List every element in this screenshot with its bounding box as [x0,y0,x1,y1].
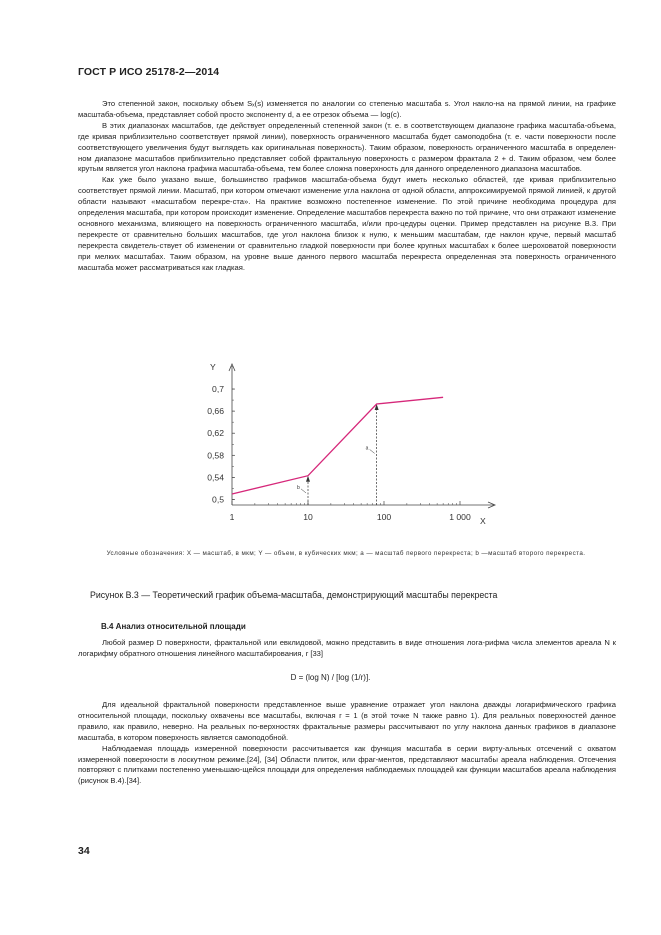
paragraph: Это степенной закон, поскольку объем Sₓ(s) изменяется по аналогии со степенью масштаба s. Угол накло-на на прямой линии, на графике масштаба-объема, представляет собой просто экспоненту d, а ее отрезок объема — log(c). [78,99,616,119]
paragraph: Наблюдаемая площадь измеренной поверхности рассчитывается как функция масштаба в серии вирту-альных отсечений с охватом измеренной поверхности в лоскутном режиме.[24], [34] Области плиток, или фраг-ментов, представляют масштабы ареала наблюдения. Отсечения повторяют с плитками постепенно уменьшаю-щейся площади для определения наблюдаемых площадей как функции масштабов ареала наблюдения (рисунок В.4).[34]. [78,743,616,786]
body-text-mid [78,638,616,660]
document-header: ГОСТ Р ИСО 25178-2—2014 [78,66,220,78]
figure-caption: Рисунок В.3 — Теоретический график объема-масштаба, демонстрирующий масштабы перекреста [90,590,498,600]
y-tick-label: 0,66 [207,406,224,417]
paragraph: Как уже было указано выше, большинство графиков масштаба-объема будут иметь несколько областей, где кривая приблизительно соответствует прямой линии. Масштаб, при котором отмечают изменение угла наклона от одной области, аппроксимируемой прямой линией, к другой области называют «масштабом перекре-ста». На практике возможно постепенное изменение. По этой причине необходима процедура для определения масштаба, при котором происходит изменение. Определение масштабов перекреста важно по той причине, что они отражают изменение основного механизма, влияющего на поверхность ограниченного масштаба, и/или про-цедуры оценки. Пример представлен на рисунке В.3. При перекресте от сравнительно больших масштабов, где угол наклона близок к нулю, к меньшим масштабам, где наклон круче, первый масштаб перекреста свидетель-ствует об изменении от сравнительно гладкой поверхности при более крупных масштабах к более шероховатой поверхности при мелких масштабах. Таким образом, на уровне выше данного первого масштаба перекреста определенная эта поверхность ограниченного масштаба может рассматриваться как гладкая. [78,175,616,272]
series-line [232,397,443,494]
annotation-leader [301,489,306,493]
chart-ticks [207,384,471,522]
annotation-label: a [365,445,369,452]
formula: D = (log N) / [log (1/r)]. [290,673,371,682]
paragraph: Любой размер D поверхности, фрактальной или евклидовой, можно представить в виде отношения лога-рифма числа элементов ареала N к логарифму обратного отношения линейного масштабирования, r [33] [78,638,616,658]
y-tick-label: 0,62 [207,428,224,439]
body-text-top [78,99,616,274]
x-tick-label: 100 [376,512,392,522]
chart-axes [210,362,495,526]
y-axis-label: Y [210,362,216,372]
y-tick-label: 0,54 [207,472,224,483]
x-axis-label: X [480,516,486,526]
page-number: 34 [78,845,90,857]
figure-legend: Условные обозначения: X — масштаб, в мкм; Y — объем, в кубических мкм; a — масштаб первого перекреста; b —масштаб второго перекреста. [106,550,586,557]
x-tick-label: 1 [229,512,235,522]
chart-annotations [297,404,379,505]
chart-series [232,397,443,494]
annotation-label: b [297,484,300,491]
y-tick-label: 0,5 [212,494,224,505]
section-title: В.4 Анализ относительной площади [101,622,246,631]
y-tick-label: 0,58 [207,450,224,461]
body-text-bottom [78,700,616,787]
paragraph: В этих диапазонах масштабов, где действует определенный степенной закон (т. е. в соответствующем диапазоне графика масштаба-объема, где кривая приблизительно соответствует прямой линии), поверхность ограниченного масштаба будет самоподобна (т. е. части поверхности после соответствующего увеличения будут выглядеть как оригинальная поверхность). Таким образом, поверхность ограниченного масштаба в определен-ном диапазоне масштабов приблизительно представляет собой фрактальную поверхность с размером фрактала 2 + d. Таким образом, чем более крутым является угол наклона графика масштаба-объема, тем более сложна поверхность для данного определенного диапазона масштабов. [78,120,616,174]
paragraph: Для идеальной фрактальной поверхности представленное выше уравнение отражает угол наклона дважды логарифмического графика относительной площади, поскольку охвачены все масштабы, включая r = 1 (в этой точке N также равно 1). Для реальных поверхностей данное правило, как правило, неверно. На реальных по-верхностях фрактальные размеры рассчитывают по углу наклона данных графиков в диапазоне масштаба, в котором поверхность является самоподобной. [78,700,616,742]
annotation-leader [370,449,375,453]
y-tick-label: 0,7 [212,384,224,395]
x-tick-label: 1 000 [449,512,471,522]
x-tick-label: 10 [303,512,313,522]
scale-volume-chart [180,360,500,535]
